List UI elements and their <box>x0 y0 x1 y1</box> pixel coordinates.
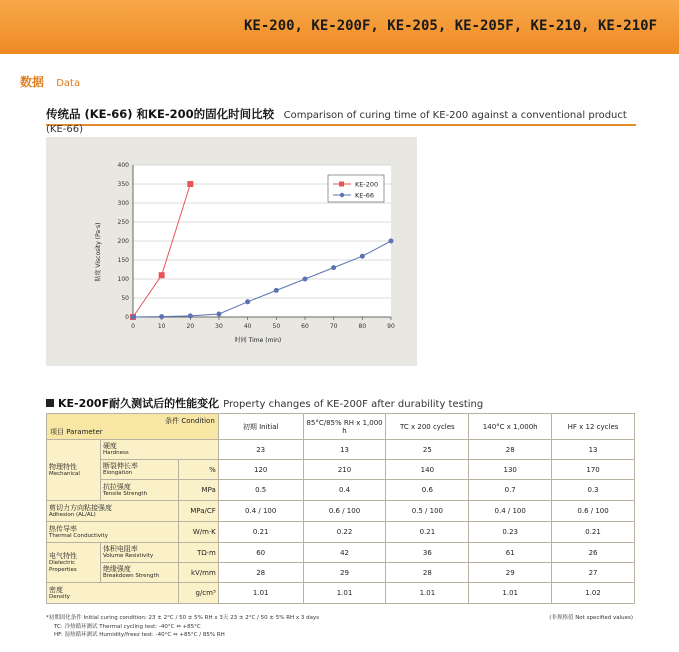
tensile-unit: MPa <box>178 480 218 501</box>
table-cell: 170 <box>552 460 635 480</box>
x-tick-label: 90 <box>387 323 395 330</box>
density-unit: g/cm³ <box>178 583 218 604</box>
table-heading-en: Property changes of KE-200F after durability testing <box>223 399 484 410</box>
hardness-label <box>100 440 218 460</box>
thermal-cn: 热传导率 <box>49 524 77 533</box>
y-axis-title: 粘度 Viscosity (Pa·s) <box>95 222 102 282</box>
x-tick-label: 70 <box>329 323 338 330</box>
mechanical-cn: 物理特性 <box>49 462 77 471</box>
y-tick-label: 300 <box>117 200 129 207</box>
section-title-cn: 数据 <box>20 75 45 89</box>
volume-resistivity-en: Volume Resistivity <box>102 553 154 559</box>
volume-resistivity-unit: TΩ·m <box>178 543 218 563</box>
parameter-label: 项目 Parameter <box>50 428 103 436</box>
table-cell: 26 <box>552 543 635 563</box>
table-cell: 36 <box>386 543 469 563</box>
data-point-ke-66 <box>331 265 336 270</box>
table-cell: 28 <box>386 563 469 583</box>
column-header: HF x 12 cycles <box>552 414 635 440</box>
x-tick-label: 30 <box>215 323 223 330</box>
data-point-ke-200 <box>187 181 193 187</box>
data-point-ke-66 <box>131 315 136 320</box>
x-tick-label: 80 <box>358 323 367 330</box>
y-tick-label: 150 <box>117 257 129 264</box>
section-title-en: Data <box>56 78 81 89</box>
table-cell: 0.21 <box>218 522 303 543</box>
bullet-square-icon <box>46 399 54 407</box>
elongation-unit: % <box>178 460 218 480</box>
density-cn: 密度 <box>49 585 63 594</box>
breakdown-en: Breakdown Strength <box>102 573 160 579</box>
table-heading <box>46 395 483 411</box>
table-row <box>47 440 635 460</box>
mechanical-group-label <box>47 440 101 501</box>
header-banner <box>0 0 679 54</box>
thermal-unit: W/m·K <box>178 522 218 543</box>
adhesion-label <box>47 501 179 522</box>
table-cell: 0.5 / 100 <box>386 501 469 522</box>
density-label <box>47 583 179 604</box>
x-tick-label: 0 <box>131 323 135 330</box>
table-cell: 0.5 <box>218 480 303 501</box>
table-cell: 0.4 <box>303 480 386 501</box>
table-cell: 13 <box>303 440 386 460</box>
elongation-label <box>100 460 178 480</box>
y-tick-label: 250 <box>117 219 129 226</box>
table-cell: 0.6 <box>386 480 469 501</box>
table-cell: 61 <box>469 543 552 563</box>
column-header: TC x 200 cycles <box>386 414 469 440</box>
footnote-thermal-cycling: TC: 冷热循环测试 Thermal cycling test: -40°C ⇔ +85°C <box>54 623 201 630</box>
table-cell: 28 <box>218 563 303 583</box>
legend-marker <box>339 182 344 187</box>
table-cell: 60 <box>218 543 303 563</box>
table-row <box>47 563 635 583</box>
table-cell: 210 <box>303 460 386 480</box>
data-point-ke-66 <box>245 299 250 304</box>
volume-resistivity-label <box>100 543 178 563</box>
table-cell: 130 <box>469 460 552 480</box>
table-row <box>47 501 635 522</box>
table-cell: 120 <box>218 460 303 480</box>
y-tick-label: 50 <box>121 295 129 302</box>
x-tick-label: 10 <box>157 323 166 330</box>
footnote-not-specified: (非规格值 Not specified values) <box>549 615 633 621</box>
y-tick-label: 200 <box>117 238 129 245</box>
footnotes <box>46 614 635 640</box>
data-point-ke-66 <box>360 254 365 259</box>
legend-marker <box>340 193 344 197</box>
table-heading-cn: KE-200F耐久测试后的性能变化 <box>58 397 220 410</box>
table-cell: 0.3 <box>552 480 635 501</box>
table-cell: 27 <box>552 563 635 583</box>
x-tick-label: 20 <box>186 323 195 330</box>
chart-heading-cn: 传统品 (KE-66) 和KE-200的固化时间比较 <box>46 107 275 121</box>
data-point-ke-66 <box>303 277 308 282</box>
elongation-cn: 断裂伸长率 <box>102 462 138 470</box>
table-cell: 0.23 <box>469 522 552 543</box>
table-row <box>47 583 635 604</box>
table-row <box>47 543 635 563</box>
table-cell: 42 <box>303 543 386 563</box>
section-title <box>20 73 80 90</box>
breakdown-cn: 绝缘强度 <box>102 565 131 573</box>
table-cell: 1.02 <box>552 583 635 604</box>
table-cell: 1.01 <box>386 583 469 604</box>
column-header: 85°C/85% RH x 1,000 h <box>303 414 386 440</box>
thermal-en: Thermal Conductivity <box>49 532 108 539</box>
dielectric-group-label <box>47 543 101 583</box>
column-header: 初期 Initial <box>218 414 303 440</box>
header-corner-cell <box>47 414 219 440</box>
table-row <box>47 522 635 543</box>
table-cell: 13 <box>552 440 635 460</box>
y-tick-label: 350 <box>117 181 129 188</box>
curing-time-chart <box>46 137 417 366</box>
x-tick-label: 60 <box>301 323 309 330</box>
table-cell: 1.01 <box>303 583 386 604</box>
footnote-initial-curing: *初期固化条件 Initial curing condition: 23 ± 2°C / 50 ± 5% RH x 3天 23 ± 2°C / 50 ± 5% RH x 3 days <box>46 615 320 621</box>
table-cell: 0.4 / 100 <box>218 501 303 522</box>
table-cell: 0.6 / 100 <box>552 501 635 522</box>
tensile-cn: 抗拉强度 <box>102 482 131 491</box>
data-point-ke-66 <box>188 313 193 318</box>
table-cell: 29 <box>303 563 386 583</box>
table-header-row <box>47 414 635 440</box>
chart-heading <box>46 106 636 135</box>
table-cell: 0.22 <box>303 522 386 543</box>
hardness-en: Hardness <box>102 450 129 456</box>
y-tick-label: 0 <box>125 314 129 321</box>
tensile-en: Tensile Strength <box>102 490 148 497</box>
chart-heading-en: Comparison of curing time of KE-200 against a conventional product (KE-66) <box>46 110 627 135</box>
data-point-ke-66 <box>389 239 394 244</box>
table-cell: 1.01 <box>469 583 552 604</box>
table-row <box>47 460 635 480</box>
chart-svg <box>46 137 417 366</box>
property-table <box>46 413 635 604</box>
table-cell: 0.21 <box>386 522 469 543</box>
elongation-en: Elongation <box>102 470 133 476</box>
tensile-label <box>100 480 178 501</box>
footnote-humidity-freeze: HF: 湿热循环测试 Humidity/freez test: -40°C ⇔ +85°C / 85% RH <box>54 632 225 638</box>
mechanical-en: Mechanical <box>49 470 80 477</box>
x-tick-label: 50 <box>272 323 281 330</box>
product-list-title: KE-200, KE-200F, KE-205, KE-205F, KE-210, KE-210F <box>243 18 657 34</box>
density-en: Density <box>49 593 70 600</box>
data-point-ke-200 <box>159 272 165 278</box>
breakdown-label <box>100 563 178 583</box>
table-cell: 0.6 / 100 <box>303 501 386 522</box>
legend-label: KE-200 <box>355 180 379 189</box>
table-cell: 23 <box>218 440 303 460</box>
column-header: 140°C x 1,000h <box>469 414 552 440</box>
dielectric-cn: 电气特性 <box>49 551 77 560</box>
data-point-ke-66 <box>217 311 222 316</box>
table-cell: 0.4 / 100 <box>469 501 552 522</box>
hardness-cn: 硬度 <box>102 442 117 450</box>
adhesion-unit: MPa/CF <box>178 501 218 522</box>
x-axis-title: 时间 Time (min) <box>234 337 282 344</box>
volume-resistivity-cn: 体积电阻率 <box>102 545 138 553</box>
table-cell: 0.21 <box>552 522 635 543</box>
legend-label: KE-66 <box>355 191 374 200</box>
adhesion-cn: 剪切力方向粘接强度 <box>49 503 112 512</box>
y-tick-label: 100 <box>117 276 129 283</box>
table-cell: 28 <box>469 440 552 460</box>
thermal-label <box>47 522 179 543</box>
table-cell: 1.01 <box>218 583 303 604</box>
dielectric-en-1: Dielectric <box>49 559 76 566</box>
dielectric-en-2: Properties <box>49 566 77 573</box>
table-cell: 0.7 <box>469 480 552 501</box>
table-cell: 25 <box>386 440 469 460</box>
data-point-ke-66 <box>159 314 164 319</box>
x-tick-label: 40 <box>243 323 252 330</box>
y-tick-label: 400 <box>117 162 129 169</box>
table-cell: 29 <box>469 563 552 583</box>
data-point-ke-66 <box>274 288 279 293</box>
table-cell: 140 <box>386 460 469 480</box>
condition-label: 条件 Condition <box>165 417 215 425</box>
adhesion-en: Adhesion (AL/AL) <box>49 511 96 518</box>
breakdown-unit: kV/mm <box>178 563 218 583</box>
table-row <box>47 480 635 501</box>
